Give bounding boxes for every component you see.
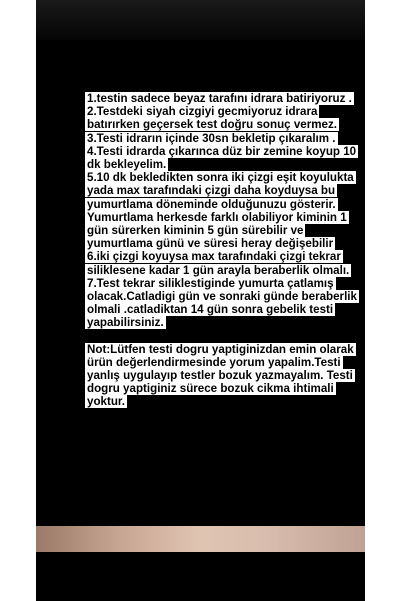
story-frame — [36, 0, 365, 601]
step-3: 3.Testi idrarın içinde 30sn bekletip çıkaralım . — [87, 131, 336, 145]
step-1: 1.testin sadece beyaz tarafını idrara batiriyoruz . — [87, 92, 352, 105]
footer-note: Not:Lütfen testi dogru yaptiginizdan emin olarak ürün değerlendirmesinde yorum yapalim.Testi yanlış uygulayıp testler bozuk yazmayalım. Testi dogru yaptiginiz sürece bozuk cikma ihtimali yoktur. — [87, 342, 354, 409]
background-photo-top — [36, 0, 365, 40]
step-6: 6.iki çizgi koyuysa max tarafındaki çizgi tekrar siliklesene kadar 1 gün arayla beraberlik olmalı. — [87, 250, 350, 277]
background-photo-strip — [36, 526, 365, 552]
step-2: 2.Testdeki siyah cizgiyi gecmiyoruz idrara batırırken geçersek test doğru sonuç vermez. — [87, 105, 338, 132]
instructions-text — [85, 92, 357, 409]
step-7: 7.Test tekrar siliklestiginde yumurta çatlamış olacak.Catladigi gün ve sonraki günde beraberlik olmali .catladiktan 14 gün sonra gebelik testi yapabilirsiniz. — [87, 276, 357, 330]
step-4: 4.Testi idrarda çıkarınca düz bir zemine koyup 10 dk bekleyelim. — [87, 144, 357, 172]
step-5: 5.10 dk bekledikten sonra iki çizgi eşit koyulukta yada max tarafındaki çizgi daha koyduysa bu yumurtlama döneminde olduğunuzu gösterir. Yumurtlama herkesde farklı olabiliyor kiminin 1 gün sürerken kiminin 5 gün sürebilir ve yumurtlama günü ve süresi heray değişebilir — [87, 171, 354, 251]
